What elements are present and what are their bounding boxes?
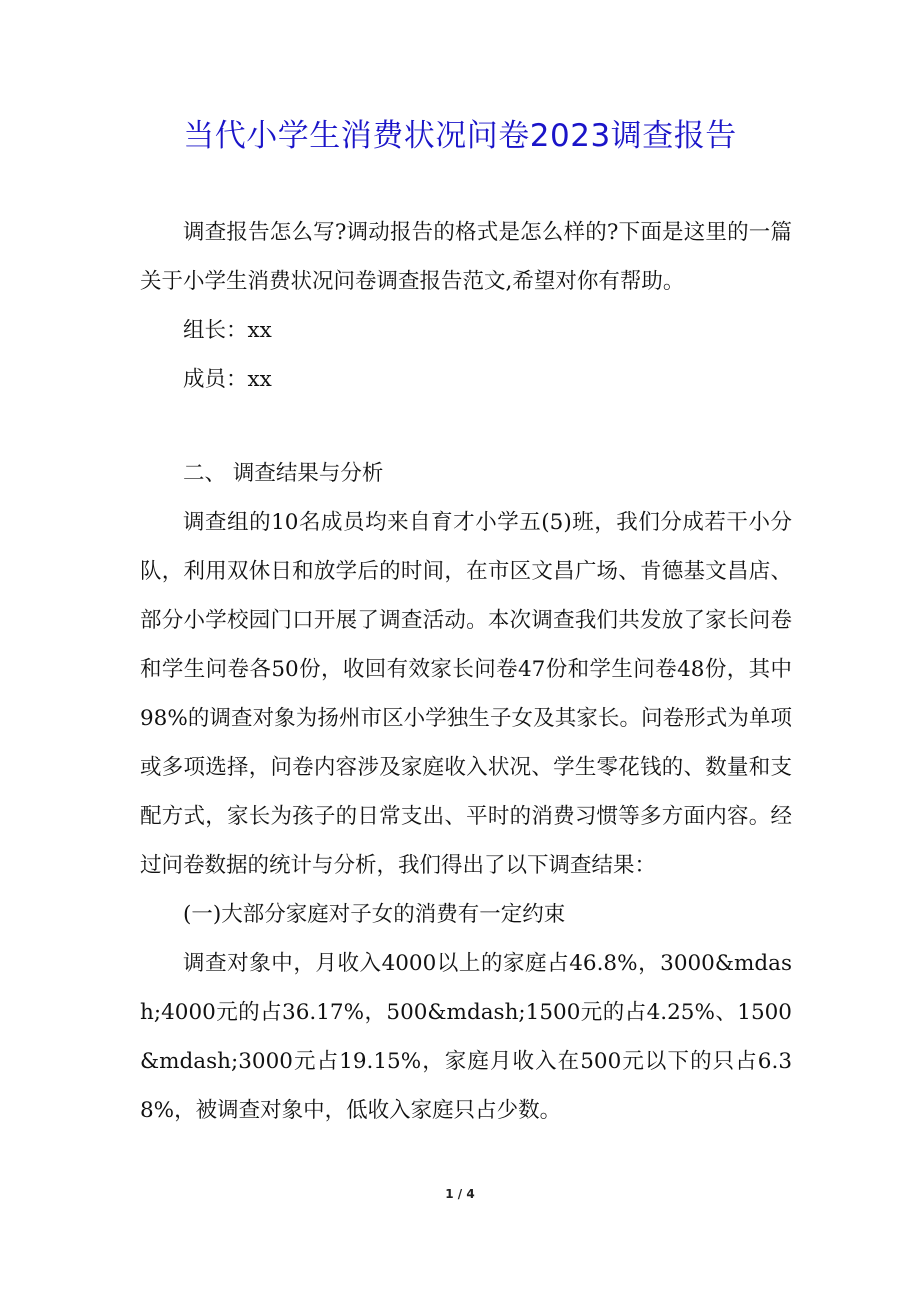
intro-paragraph: 调查报告怎么写?调动报告的格式是怎么样的?下面是这里的一篇关于小学生消费状况问卷调查报告范文,希望对你有帮助。 <box>140 220 792 294</box>
subsection-heading: (一)大部分家庭对子女的消费有一定约束 <box>183 902 566 927</box>
survey-description-paragraph: 调查组的10名成员均来自育才小学五(5)班，我们分成若干小分队，利用双休日和放学后的时间，在市区文昌广场、肯德基文昌店、部分小学校园门口开展了调查活动。本次调查我们共发放了家长问卷和学生问卷各50份，收回有效家长问卷47份和学生问卷48份，其中98%的调查对象为扬州市区小学独生子女及其家长。问卷形式为单项或多项选择，问卷内容涉及家庭收入状况、学生零花钱的、数量和支配方式，家长为孩子的日常支出、平时的消费习惯等多方面内容。经过问卷数据的统计与分析，我们得出了以下调查结果： <box>140 510 792 878</box>
group-leader-line: 组长：xx <box>183 318 272 343</box>
section-heading: 二、 调查结果与分析 <box>183 461 384 486</box>
document-body <box>140 208 792 1135</box>
income-statistics-paragraph: 调查对象中，月收入4000以上的家庭占46.8%，3000&mdash;4000元的占36.17%，500&mdash;1500元的占4.25%、1500&mdash;3000元占19.15%，家庭月收入在500元以下的只占6.38%，被调查对象中，低收入家庭只占少数。 <box>140 951 792 1123</box>
page-number: 1 / 4 <box>445 1187 475 1201</box>
document-title: 当代小学生消费状况问卷2023调查报告 <box>183 118 737 154</box>
members-line: 成员：xx <box>183 367 272 392</box>
